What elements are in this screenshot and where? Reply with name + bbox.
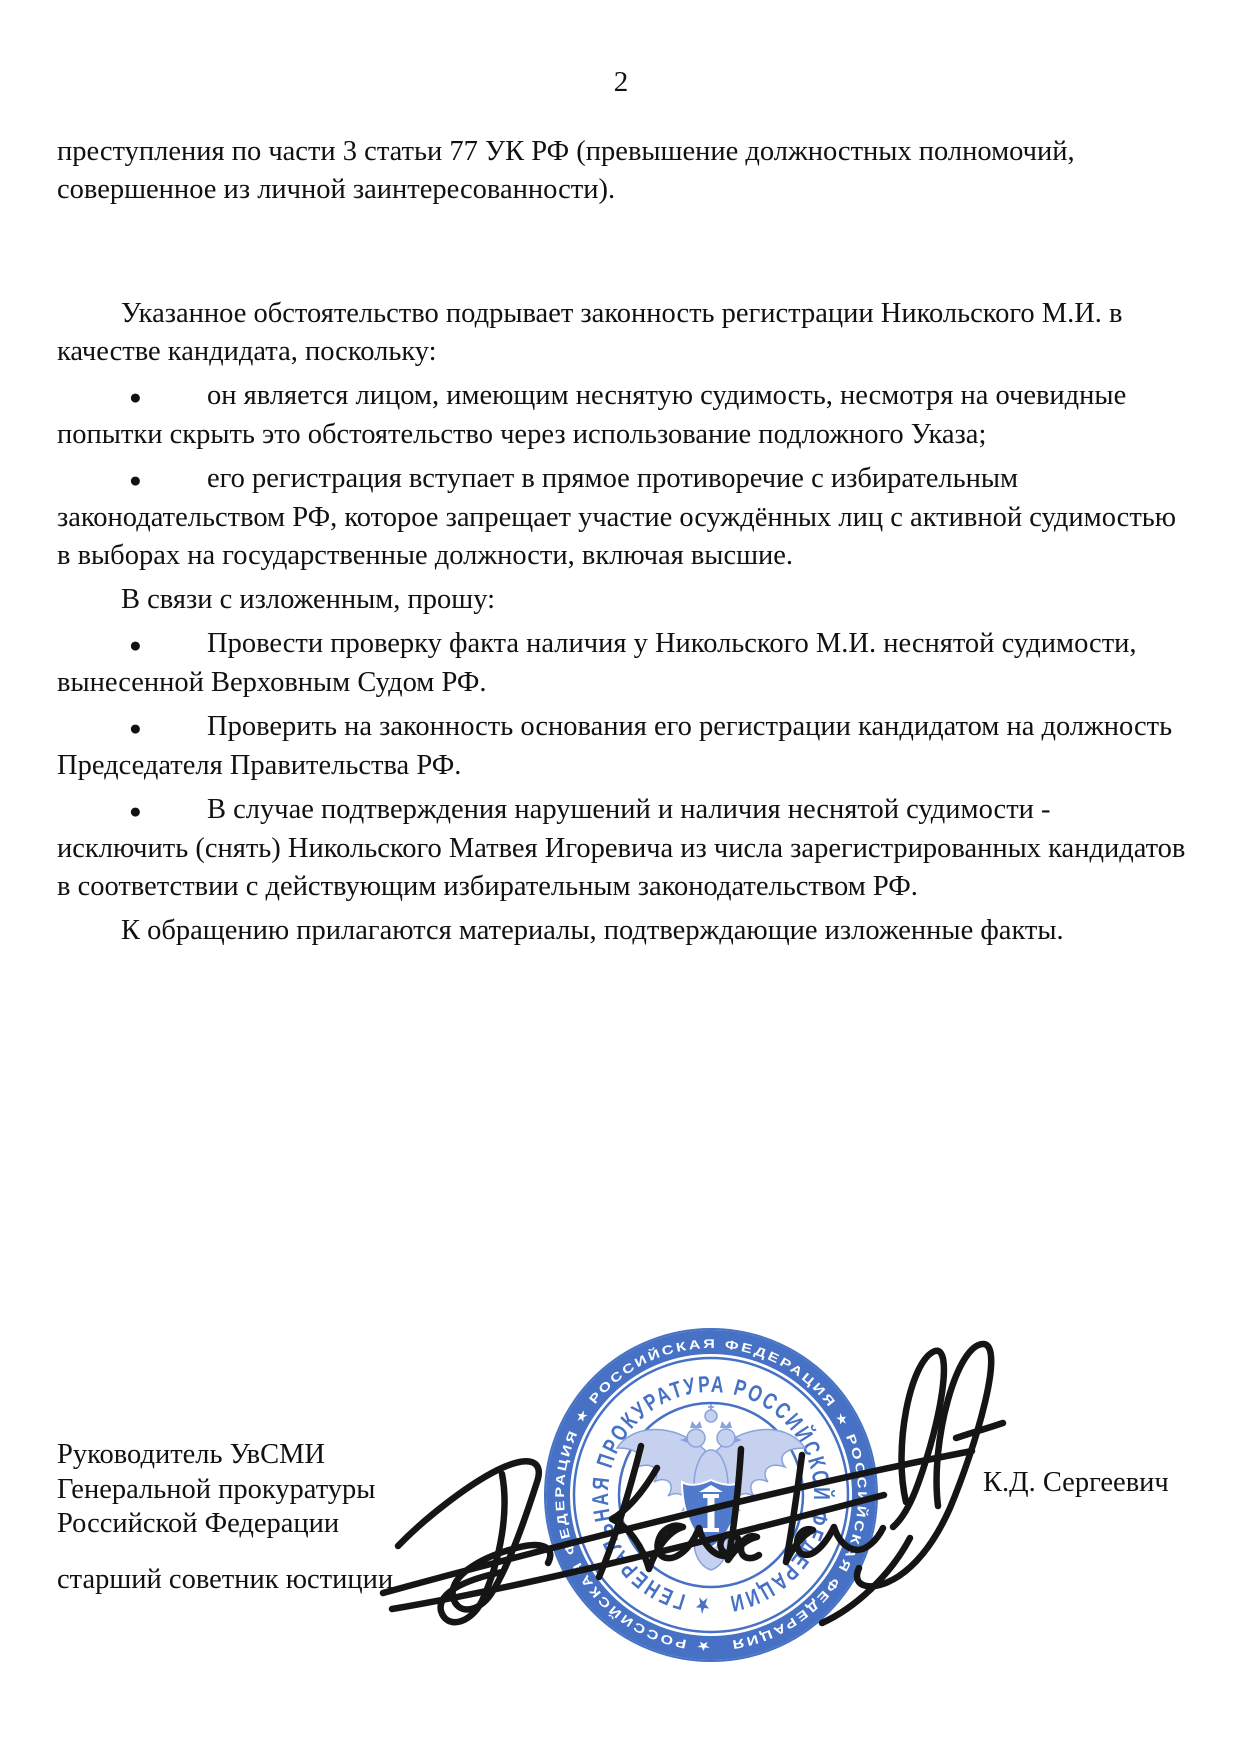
page-number: 2 (613, 66, 629, 98)
bullet-item (57, 625, 1187, 702)
handwritten-signature (350, 1318, 1030, 1630)
signer-position-line: Генеральной прокуратуры (57, 1473, 376, 1505)
paragraph-statement: Указанное обстоятельство подрывает законность регистрации Никольского М.И. в качестве кандидата, поскольку: (57, 298, 1123, 367)
signer-position-line: Руководитель УвСМИ (57, 1439, 325, 1470)
bullet-marker-icon: ● (129, 468, 142, 492)
paragraph-continued: преступления по части 3 статьи 77 УК РФ (превышение должностных полномочий, совершенное из личной заинтересованности). (57, 136, 1075, 205)
stamp-outer-ring-text: ★ РОССИЙСКАЯ ФЕДЕРАЦИЯ ★ РОССИЙСКАЯ ФЕДЕРАЦИЯ ★ РОССИЙСКАЯ ФЕДЕРАЦИЯ (552, 1336, 870, 1654)
signer-block (57, 1438, 393, 1597)
bullet-marker-icon: ● (129, 716, 142, 740)
bullet-marker-icon: ● (129, 799, 142, 823)
signer-rank-line: старший советник юстиции (57, 1563, 394, 1595)
bullet-item (57, 377, 1187, 454)
document-body (57, 133, 1187, 956)
signature-stroke (398, 1461, 550, 1609)
bullet-marker-icon: ● (129, 385, 142, 409)
bullet-item (57, 460, 1187, 575)
signer-name: К.Д. Сергеевич (983, 1467, 1169, 1498)
bullet-item (57, 791, 1187, 906)
stamp-inner-ring-text: ★ ГЕНЕРАЛЬНАЯ ПРОКУРАТУРА РОССИЙСКОЙ ФЕДЕРАЦИИ (586, 1370, 836, 1620)
signer-position-line: Российской Федерации (57, 1508, 340, 1539)
bullet-text: он является лицом, имеющим неснятую судимость, несмотря на очевидные попытки скрыть это обстоятельство через использование подложного Указа; (57, 380, 1127, 450)
bullet-item (57, 708, 1187, 785)
bullet-text: его регистрация вступает в прямое противоречие с избирательным законодательством РФ, которое запрещает участие осуждённых лиц с активной судимостью в выборах на государственные должности, включая высшие. (57, 463, 1177, 571)
bullet-text: Проверить на законность основания его регистрации кандидатом на должность Председателя Правительства РФ. (57, 711, 1173, 781)
paragraph-request-intro: В связи с изложенным, прошу: (121, 584, 496, 615)
bullet-text: В случае подтверждения нарушений и наличия неснятой судимости - исключить (снять) Никольского Матвея Игоревича из числа зарегистрированных кандидатов в соответствии с действующим избирательным законодательством РФ. (57, 794, 1186, 902)
bullet-text: Провести проверку факта наличия у Никольского М.И. неснятой судимости, вынесенной Верховным Судом РФ. (57, 628, 1137, 698)
paragraph-attachments: К обращению прилагаются материалы, подтверждающие изложенные факты. (121, 915, 1064, 946)
bullet-marker-icon: ● (129, 633, 142, 657)
